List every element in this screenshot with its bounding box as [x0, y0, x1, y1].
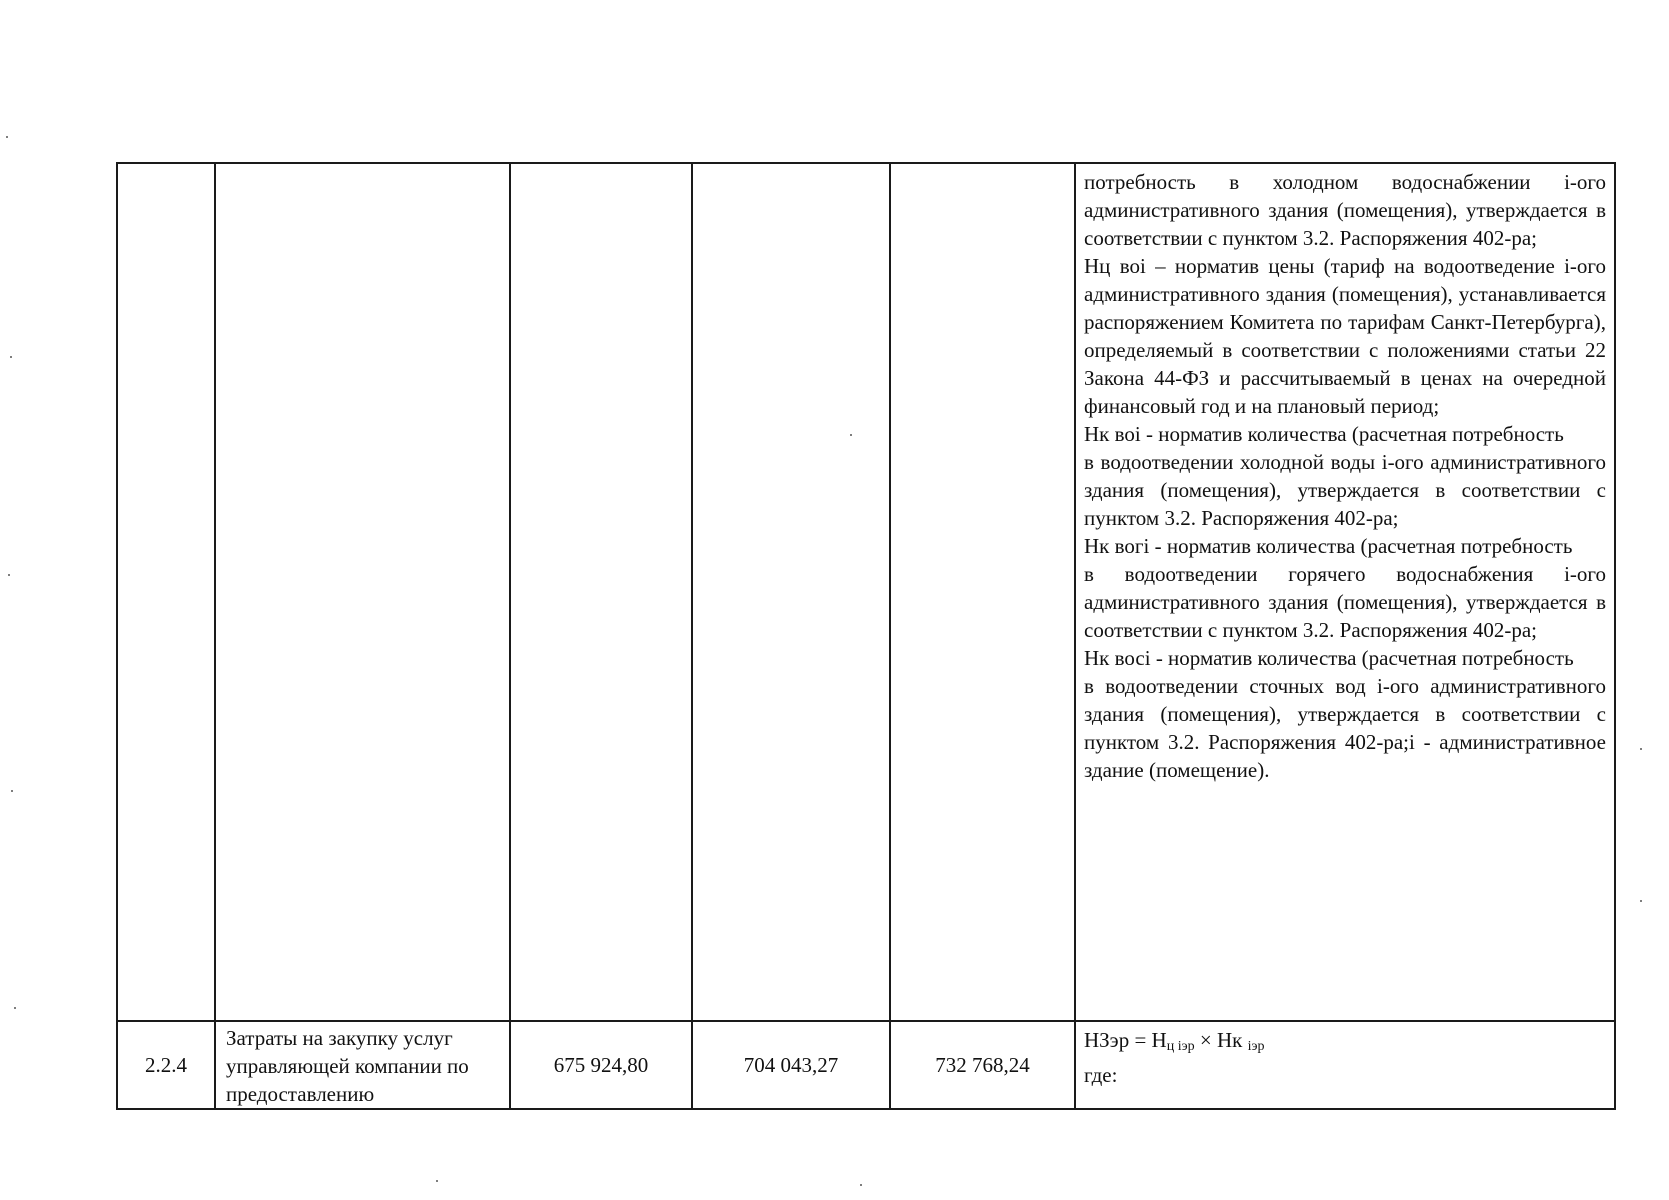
formula-line: [1084, 1026, 1606, 1061]
item-value-year2: 704 043,27: [692, 1021, 890, 1109]
scan-speck: [860, 1184, 862, 1186]
item-name: Затраты на закупку услуг управляющей компании по предоставлению: [215, 1021, 510, 1109]
table-row: [117, 1021, 1615, 1109]
scan-speck: [10, 356, 12, 358]
cost-table: [116, 162, 1616, 1110]
scan-speck: [436, 1180, 438, 1182]
formula-qty: Нк: [1216, 1028, 1243, 1052]
description-paragraph: Нц воi – норматив цены (тариф на водоотведение i-ого административного здания (помещения), устанавливается распоряжением Комитета по тарифам Санкт-Петербурга), определяемый в соответствии с положениями статьи 22 Закона 44-ФЗ и рассчитываемый в ценах на очередной финансовый год и на плановый период;: [1084, 254, 1606, 418]
description-cell: [1075, 163, 1615, 1021]
description-paragraph: Нк воi - норматив количества (расчетная потребность: [1084, 422, 1564, 446]
value3-cell-empty: [890, 163, 1075, 1021]
formula-times: ×: [1194, 1028, 1217, 1052]
item-number: 2.2.4: [117, 1021, 215, 1109]
scan-speck: [11, 790, 13, 792]
scan-speck: [850, 434, 852, 436]
scan-speck: [8, 574, 10, 576]
description-paragraph: потребность в холодном водоснабжении i-ого административного здания (помещения), утверждается в соответствии с пунктом 3.2. Распоряжения 402-ра;: [1084, 170, 1606, 250]
scan-speck: [1640, 748, 1642, 750]
description-paragraph: в водоотведении холодной воды i-ого административного здания (помещения), утверждается в соответствии с пунктом 3.2. Распоряжения 402-ра;: [1084, 450, 1606, 530]
description-paragraph: Нк вогi - норматив количества (расчетная потребность: [1084, 534, 1573, 558]
item-value-year1: 675 924,80: [510, 1021, 692, 1109]
formula-qty-sub: iэр: [1247, 1039, 1265, 1054]
value1-cell-empty: [510, 163, 692, 1021]
formula-price: Н: [1151, 1028, 1167, 1052]
scan-speck: [14, 1007, 16, 1009]
value2-cell-empty: [692, 163, 890, 1021]
description-paragraph: в водоотведении сточных вод i-ого административного здания (помещения), утверждается в соответствии с пунктом 3.2. Распоряжения 402-ра;i - административное здание (помещение).: [1084, 674, 1606, 782]
name-cell-empty: [215, 163, 510, 1021]
item-value-year3: 732 768,24: [890, 1021, 1075, 1109]
table-row: [117, 163, 1615, 1021]
formula-eq: =: [1129, 1028, 1152, 1052]
formula-price-sub: ц iэр: [1166, 1039, 1195, 1054]
scan-speck: [6, 136, 8, 138]
description-paragraph: в водоотведении горячего водоснабжения i-ого административного здания (помещения), утверждается в соответствии с пунктом 3.2. Распоряжения 402-ра;: [1084, 562, 1606, 642]
formula-where: где:: [1084, 1063, 1118, 1087]
description-paragraph: Нк восi - норматив количества (расчетная потребность: [1084, 646, 1574, 670]
number-cell-empty: [117, 163, 215, 1021]
formula-cell: [1075, 1021, 1615, 1109]
scan-speck: [1640, 900, 1642, 902]
formula-lhs: НЗэр: [1084, 1028, 1130, 1052]
